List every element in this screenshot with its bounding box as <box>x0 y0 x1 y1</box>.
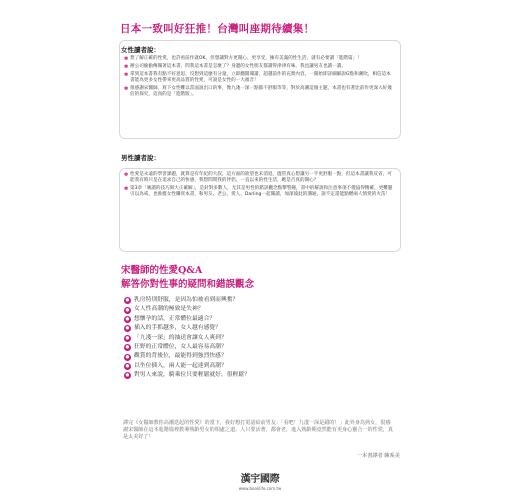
quote-text: 很感謝宋醫師，寫下女性難以當面說出口的事，像九淺一深一點都不舒服等等，對於高潮這個主題，本書也有著比前作更深入好幾倍的探究，這真的是「進階版」。 <box>130 85 392 97</box>
list-item <box>124 324 250 333</box>
list-item <box>124 352 250 361</box>
list-item <box>124 315 250 324</box>
list-item <box>124 172 394 184</box>
question-text: 狂野的正常體位，女人最容易高潮？ <box>134 344 227 351</box>
translator-signature: 一本書譯者 陳系美 <box>356 453 400 459</box>
circle-bullet-icon: ● <box>125 317 130 323</box>
qa-subtitle: 解答你對性事的疑問和錯誤觀念 <box>121 279 255 290</box>
question-text: 想懷孕的話，正常體位最適合？ <box>134 315 216 322</box>
men-section-label: 男性讀者說： <box>121 154 160 162</box>
qa-title: 宋醫師的性愛Q&A <box>121 265 203 276</box>
star-bullet-icon: ✽ <box>124 56 129 62</box>
list-item <box>124 64 394 70</box>
list-item <box>124 371 250 380</box>
circle-bullet-icon: ● <box>125 326 130 332</box>
list-item <box>124 186 394 198</box>
circle-bullet-icon: ● <box>125 307 130 313</box>
quote-text: 拿到這本書我有點不好意思，沒想到這麼有分量，立即翻開閱讀，超越前作的充實內容，一開始即詳細解說G點和潮吹，相信這本書能為更多女性帶來更高品質的性愛，可說是女性的一大福音！ <box>130 71 391 83</box>
quote-text: 想了解正確的性愛，也許看前作就OK，但想讓對方更開心、更享受，擁有美滿的性生活，就有必要讀「進階篇」！ <box>130 56 362 61</box>
translator-note: 譯完《女醫師教你高潮迭起的性愛》的當下，我好想打電話給前男友：「看吧！九淺一深是錯的！」此外身為熟女，很感謝宋醫師在這本進階篇裡教導熟齡男女的相處之道。人只要活著，都會老，進入熟齡期竟然能有更身心靈合一的性愛，真是太美好了！ <box>123 420 393 441</box>
quote-text: 辦公司偷偷傳閱著這本書，問我這本書是怎麼了？身邊的女性朋友都讀得津津有味，我也讓男友也讀一讀。 <box>130 63 346 69</box>
list-item <box>124 343 250 352</box>
star-bullet-icon: ✽ <box>124 63 129 70</box>
women-quote-list <box>124 56 394 100</box>
question-text: 「九淺一深」的抽送會讓女人爽到？ <box>134 334 227 341</box>
list-item <box>124 56 394 62</box>
publisher-url: www.booklife.com.tw <box>238 486 282 491</box>
question-text: 以坐位插入，兩人能一起達到高潮？ <box>134 362 227 369</box>
list-item <box>124 86 394 98</box>
women-section-label: 女性讀者說： <box>121 46 160 54</box>
circle-bullet-icon: ● <box>125 345 130 351</box>
circle-bullet-icon: ● <box>125 335 130 341</box>
list-item <box>124 305 250 314</box>
circle-bullet-icon: ● <box>125 354 130 360</box>
publisher-logo-text: 漢宇國際 <box>240 474 280 485</box>
circle-bullet-icon: ● <box>125 373 130 379</box>
question-text: 女人性高潮的極致是失神？ <box>134 306 204 313</box>
star-bullet-icon: ✽ <box>124 172 129 178</box>
men-quote-list <box>124 172 394 200</box>
quote-text: 第3章「廣讀的技巧與大正確解」，是針對多數人，尤其是男性的錯誤觀念點撃警鐘，書中的解說和注意事項不僅協得精確，更難題引以為戒，也推薦女性購買本書，和男友、老公、愛人、Darling一起閱讀，加深彼此的溝通，說不定還能點燃兩人情愛的火苗！ <box>130 186 393 198</box>
question-text: 插入的手抓越多，女人越有感覺？ <box>134 325 221 332</box>
list-item <box>124 334 250 343</box>
star-bullet-icon: ✽ <box>124 85 129 92</box>
question-text: 對男人來說，騎乘位只要輕鬆就好，很輕鬆？ <box>134 372 250 379</box>
question-text: 觀賞的背後位，最能得到強烈快感？ <box>134 353 227 360</box>
question-text: 乳房特別舒服，是因為怕被看到而興奮？ <box>134 297 239 303</box>
publisher-logo <box>228 474 292 494</box>
question-list <box>124 296 250 381</box>
star-bullet-icon: ✽ <box>124 186 129 192</box>
list-item <box>124 72 394 84</box>
circle-bullet-icon: ● <box>125 298 130 304</box>
star-bullet-icon: ✽ <box>124 71 129 78</box>
list-item <box>124 296 250 305</box>
headline: 日本一致叫好狂推！台灣叫座期待續集！ <box>120 23 315 35</box>
list-item <box>124 362 250 371</box>
circle-bullet-icon: ● <box>125 364 130 370</box>
quote-text: 性愛是永遠的學習課題，就算是有年紀的大叔，這方面的欲望也未消退，儘管真心想讓另一半更舒服一點，但這本書讓我反省，可能我有時只是在追求自己的快感，我想問問我的伴侶，一直以來的性生活，她是否真的開心？ <box>130 172 392 184</box>
